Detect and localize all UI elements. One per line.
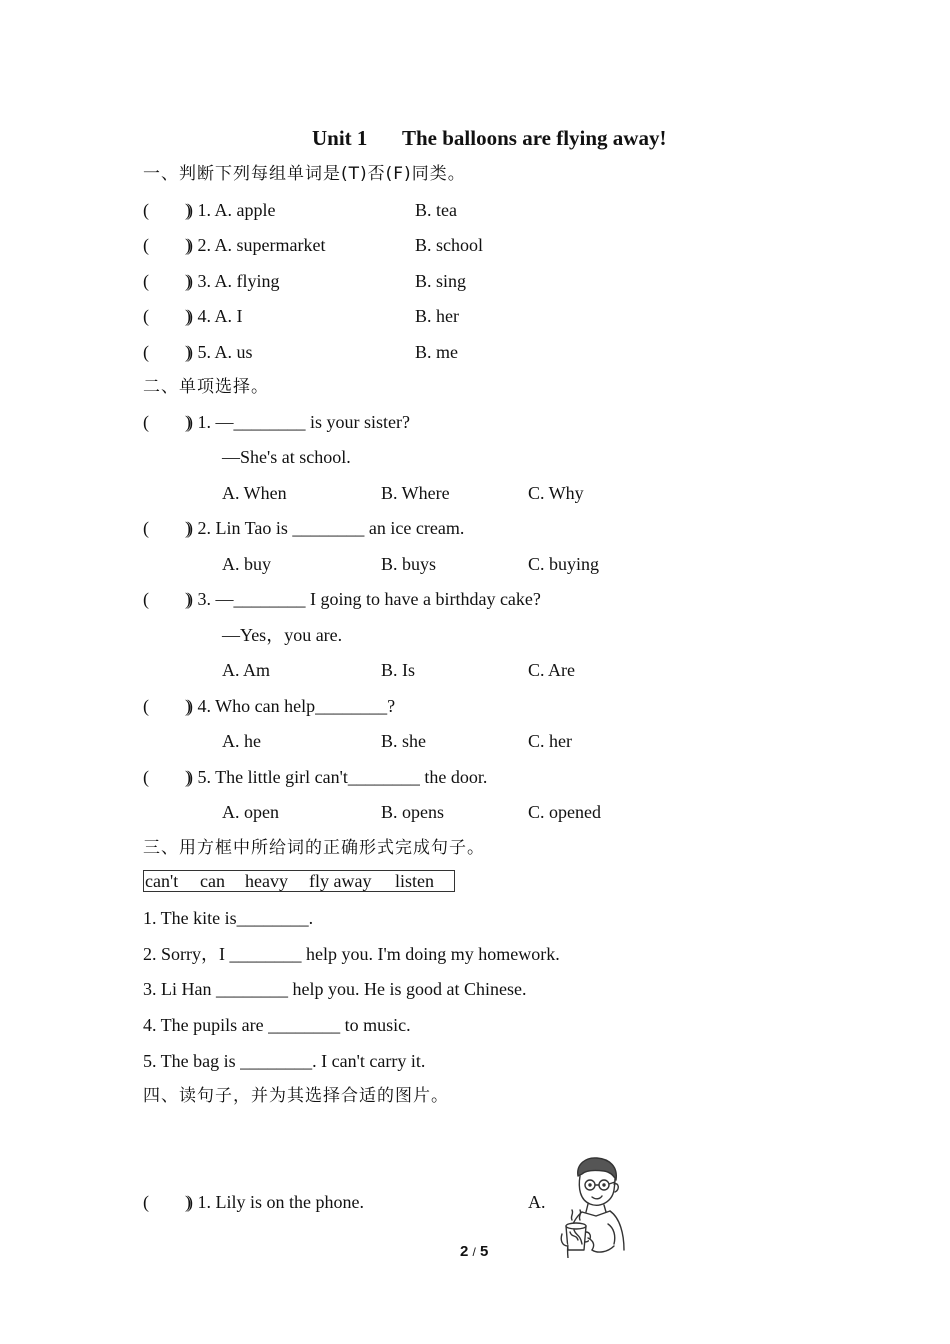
s2-q3-option-c: C. Are (528, 660, 575, 680)
s2-q2-option-b: B. buys (381, 554, 437, 574)
s2-q2-option-c: C. buying (528, 554, 600, 574)
word-bank-box (143, 870, 455, 892)
s2-q2-option-a: A. buy (222, 554, 271, 574)
s2-q4-option-b: B. she (381, 731, 426, 751)
s1-item1-b: B. tea (415, 200, 457, 220)
s2-q4-option-a: A. he (222, 731, 261, 751)
answer-paren: ( ) (143, 200, 191, 220)
word-bank-word: heavy (245, 871, 288, 891)
answer-paren: ( ) (143, 271, 191, 291)
s2-q3-option-a: A. Am (222, 660, 271, 680)
s2-q1-stem: ) 1. —________ is your sister? (187, 412, 410, 432)
s2-q1-option-b: B. Where (381, 483, 450, 503)
s2-q1-option-a: A. When (222, 483, 287, 503)
s2-q5-stem: ) 5. The little girl can't________ the door. (187, 767, 488, 787)
section1-heading: 一、判断下列每组单词是(T)否(F)同类。 (143, 164, 466, 184)
section2-heading: 二、单项选择。 (143, 377, 269, 397)
s3-sentence-3: 3. Li Han ________ help you. He is good at Chinese. (143, 979, 527, 999)
s1-item2-b: B. school (415, 235, 484, 255)
page-number (460, 1243, 488, 1260)
s1-item5-b: B. me (415, 342, 458, 362)
word-bank-word: can (200, 871, 225, 891)
answer-paren: ( ) (143, 412, 191, 432)
unit-label: Unit 1 (312, 126, 368, 150)
answer-paren: ( ) (143, 589, 191, 609)
boy-with-cup-illustration (552, 1154, 630, 1258)
s3-sentence-2: 2. Sorry，I ________ help you. I'm doing my homework. (143, 944, 560, 964)
s2-q4-stem: ) 4. Who can help________? (187, 696, 396, 716)
page-number-current: 2 (460, 1243, 469, 1260)
s4-item1: ) 1. Lily is on the phone. (187, 1192, 364, 1212)
section3-heading: 三、用方框中所给词的正确形式完成句子。 (143, 838, 485, 858)
s2-q3-stem: ) 3. —________ I going to have a birthday cake? (187, 589, 541, 609)
s2-q2-stem: ) 2. Lin Tao is ________ an ice cream. (187, 518, 465, 538)
s2-q5-option-a: A. open (222, 802, 279, 822)
s1-item3-a: ) 3. A. flying (187, 271, 280, 291)
s1-item3-b: B. sing (415, 271, 467, 291)
page-number-separator: / (472, 1245, 476, 1259)
s1-item5-a: ) 5. A. us (187, 342, 253, 362)
word-bank-word: listen (395, 871, 434, 891)
answer-paren: ( ) (143, 518, 191, 538)
s2-q4-option-c: C. her (528, 731, 572, 751)
s1-item4-a: ) 4. A. I (187, 306, 243, 326)
s3-sentence-1: 1. The kite is________. (143, 908, 314, 928)
s4-option-a-label: A. (528, 1192, 546, 1212)
word-bank-word: can't (145, 871, 179, 891)
answer-paren: ( ) (143, 767, 191, 787)
s3-sentence-4: 4. The pupils are ________ to music. (143, 1015, 411, 1035)
answer-paren: ( ) (143, 342, 191, 362)
section4-heading: 四、读句子，并为其选择合适的图片。 (143, 1086, 449, 1106)
s3-sentence-5: 5. The bag is ________. I can't carry it. (143, 1051, 426, 1071)
s2-q5-option-b: B. opens (381, 802, 444, 822)
page-number-total: 5 (480, 1243, 489, 1260)
s2-q1-reply: —She's at school. (222, 447, 351, 467)
answer-paren: ( ) (143, 1192, 191, 1212)
s2-q3-option-b: B. Is (381, 660, 416, 680)
s1-item2-a: ) 2. A. supermarket (187, 235, 326, 255)
s1-item4-b: B. her (415, 306, 459, 326)
s2-q5-option-c: C. opened (528, 802, 601, 822)
s1-item1-a: ) 1. A. apple (187, 200, 276, 220)
answer-paren: ( ) (143, 235, 191, 255)
s2-q3-reply: —Yes，you are. (222, 625, 343, 645)
s2-q1-option-c: C. Why (528, 483, 584, 503)
answer-paren: ( ) (143, 306, 191, 326)
answer-paren: ( ) (143, 696, 191, 716)
page-title: The balloons are flying away! (402, 126, 667, 150)
word-bank-word: fly away (309, 871, 372, 891)
